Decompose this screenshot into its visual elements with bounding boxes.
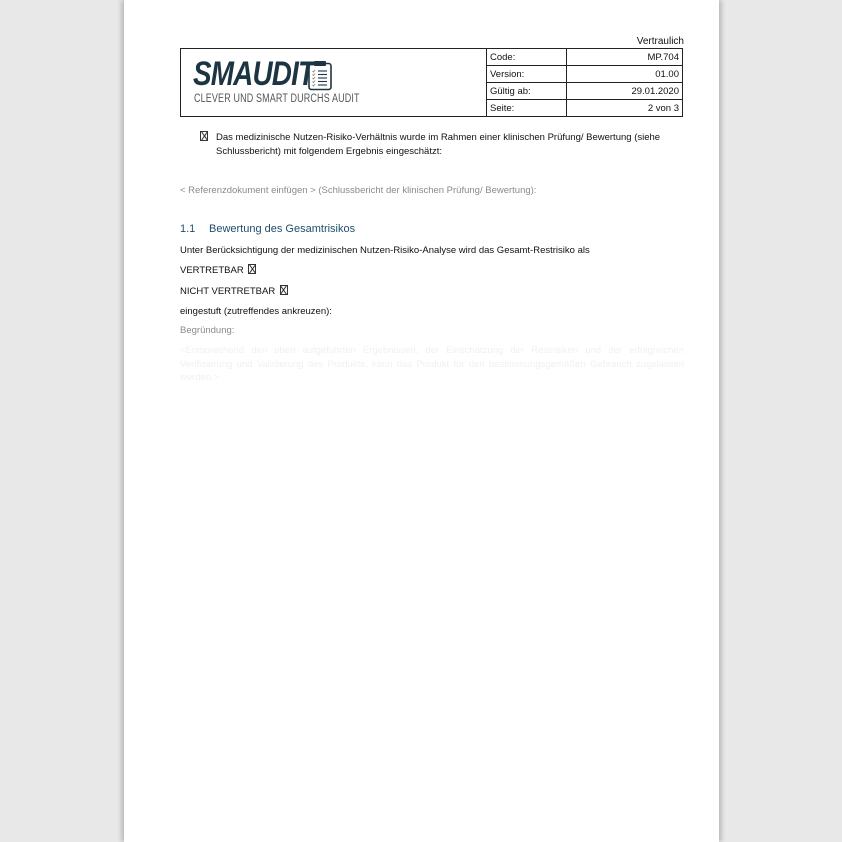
meta-row-code — [487, 49, 682, 66]
checkbox-icon — [280, 285, 288, 295]
confidentiality-label: Vertraulich — [636, 36, 684, 47]
option-not-acceptable-label: NICHT VERTRETBAR — [180, 286, 276, 297]
clipboard-checklist-icon — [308, 60, 332, 91]
logo — [181, 49, 487, 116]
checkbox-statement: Das medizinische Nutzen-Risiko-Verhältnis wurde im Rahmen einer klinischen Prüfung/ Bewertung (siehe Schlussbericht) mit folgendem Ergebnis eingeschätzt: — [216, 132, 661, 157]
meta-label: Seite: — [487, 100, 567, 116]
option-not-acceptable[interactable] — [180, 285, 288, 299]
meta-row-version — [487, 66, 682, 83]
meta-value: 01.00 — [655, 68, 679, 80]
logo-wordmark: SMAUDIT — [193, 55, 315, 93]
meta-label: Code: — [487, 49, 567, 65]
option-acceptable[interactable] — [180, 264, 256, 278]
document-meta — [487, 49, 682, 116]
statement-checkbox[interactable] — [198, 131, 210, 145]
document-header-table — [180, 48, 683, 117]
reference-placeholder: < Referenzdokument einfügen > (Schlussbericht der klinischen Prüfung/ Bewertung): — [180, 185, 537, 196]
meta-value: MP.704 — [647, 51, 679, 63]
justification-placeholder: <Entsprechend den oben aufgeführten Ergebnissen, der Einschätzung der Restrisiken und der erfolgreichen Verifizierung und Validierung des Produkts, kann das Produkt für den bestimmungsgemäßen Gebrauch zugelassen werden.> — [180, 345, 684, 383]
meta-value: 2 von 3 — [647, 102, 679, 114]
logo-tagline: CLEVER UND SMART DURCHS AUDIT — [194, 93, 360, 105]
section-number: 1.1 — [180, 223, 196, 235]
justification-label: Begründung: — [180, 325, 235, 336]
checkbox-icon — [200, 131, 208, 141]
meta-row-page — [487, 100, 682, 116]
checkbox-icon — [248, 264, 256, 274]
meta-label: Version: — [487, 66, 567, 82]
document-page — [124, 0, 719, 842]
option-acceptable-label: VERTRETBAR — [180, 265, 244, 276]
meta-value: 29.01.2020 — [631, 85, 679, 97]
section-title: Bewertung des Gesamtrisikos — [209, 223, 356, 235]
classification-note: eingestuft (zutreffendes ankreuzen): — [180, 306, 332, 317]
intro-text: Unter Berücksichtigung der medizinischen Nutzen-Risiko-Analyse wird das Gesamt-Restrisiko als — [180, 245, 590, 256]
meta-row-valid-from — [487, 83, 682, 100]
meta-label: Gültig ab: — [487, 83, 567, 99]
